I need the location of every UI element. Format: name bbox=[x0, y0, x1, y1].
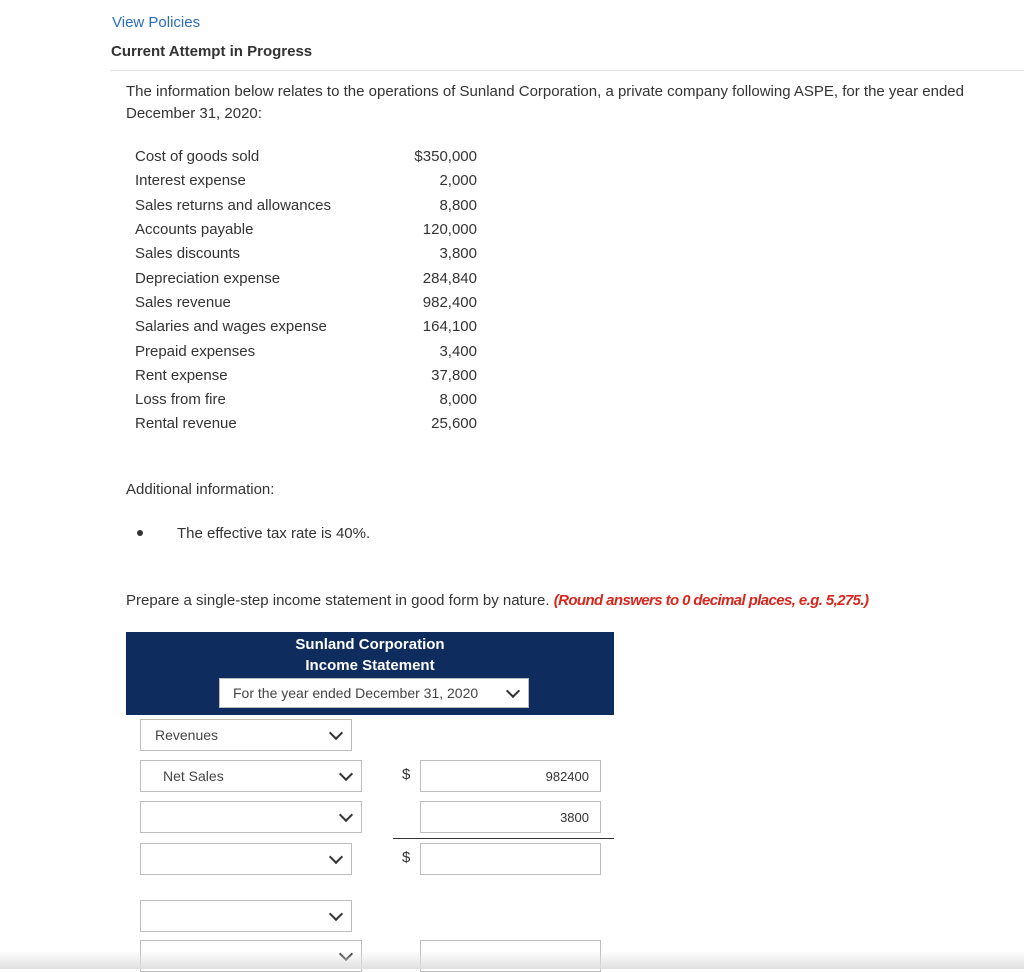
account-row bbox=[135, 388, 477, 412]
chevron-down-icon bbox=[329, 907, 343, 921]
statement-header bbox=[126, 632, 614, 715]
account-value: 164,100 bbox=[422, 318, 477, 336]
account-row bbox=[135, 169, 477, 193]
account-label: Salaries and wages expense bbox=[135, 318, 327, 336]
line-item-select-revenues[interactable] bbox=[140, 719, 352, 751]
account-label: Sales revenue bbox=[135, 293, 231, 311]
account-label: Accounts payable bbox=[135, 221, 254, 239]
amount-input-3[interactable] bbox=[420, 801, 601, 833]
select-value: Revenues bbox=[155, 727, 219, 743]
instruction-text bbox=[126, 592, 868, 609]
chevron-down-icon bbox=[339, 808, 353, 822]
account-row bbox=[135, 194, 477, 218]
tax-rate-note: The effective tax rate is 40%. bbox=[177, 525, 371, 542]
account-value: 8,000 bbox=[439, 391, 477, 409]
bottom-shadow bbox=[0, 951, 1024, 969]
account-label: Prepaid expenses bbox=[135, 342, 256, 360]
account-value: $350,000 bbox=[414, 148, 477, 166]
account-label: Rent expense bbox=[135, 366, 228, 384]
account-value: 2,000 bbox=[439, 172, 477, 190]
amount-value: 3800 bbox=[560, 810, 589, 825]
account-row bbox=[135, 242, 477, 266]
account-label: Interest expense bbox=[135, 172, 246, 190]
bullet-dot-icon bbox=[137, 530, 143, 536]
account-value: 284,840 bbox=[422, 269, 477, 287]
account-data-table bbox=[135, 145, 477, 437]
account-row bbox=[135, 291, 477, 315]
top-bar bbox=[110, 12, 1024, 71]
account-label: Cost of goods sold bbox=[135, 148, 260, 166]
period-select[interactable] bbox=[219, 678, 529, 708]
chevron-down-icon bbox=[506, 684, 520, 698]
dollar-sign: $ bbox=[402, 849, 411, 866]
line-item-select-3[interactable] bbox=[140, 801, 362, 833]
line-item-select-4[interactable] bbox=[140, 843, 352, 875]
account-row bbox=[135, 266, 477, 290]
company-name: Sunland Corporation bbox=[295, 636, 445, 653]
account-label: Rental revenue bbox=[135, 415, 237, 433]
attempt-status: Current Attempt in Progress bbox=[111, 43, 313, 60]
chevron-down-icon bbox=[329, 850, 343, 864]
chevron-down-icon bbox=[329, 726, 343, 740]
period-select-value: For the year ended December 31, 2020 bbox=[233, 685, 479, 701]
account-row bbox=[135, 218, 477, 242]
rounding-note: (Round answers to 0 decimal places, e.g. 5,275.) bbox=[553, 592, 869, 609]
account-value: 982,400 bbox=[422, 293, 477, 311]
account-value: 3,400 bbox=[439, 342, 477, 360]
additional-info-heading: Additional information: bbox=[126, 481, 275, 498]
account-row bbox=[135, 145, 477, 169]
amount-input-net-sales[interactable] bbox=[420, 760, 601, 792]
account-label: Sales returns and allowances bbox=[135, 196, 331, 214]
instruction-main: Prepare a single-step income statement in good form by nature. bbox=[126, 592, 550, 609]
account-label: Loss from fire bbox=[135, 391, 226, 409]
account-value: 8,800 bbox=[439, 196, 477, 214]
amount-value: 982400 bbox=[545, 769, 589, 784]
account-label: Sales discounts bbox=[135, 245, 241, 263]
account-value: 3,800 bbox=[439, 245, 477, 263]
account-value: 120,000 bbox=[422, 221, 477, 239]
select-value: Net Sales bbox=[163, 768, 224, 784]
account-label: Depreciation expense bbox=[135, 269, 281, 287]
chevron-down-icon bbox=[339, 767, 353, 781]
account-row bbox=[135, 339, 477, 363]
account-row bbox=[135, 412, 477, 436]
dollar-sign: $ bbox=[402, 766, 411, 783]
amount-input-4[interactable] bbox=[420, 843, 601, 875]
account-value: 37,800 bbox=[431, 366, 477, 384]
line-item-select-net-sales[interactable] bbox=[140, 760, 362, 792]
view-policies-link[interactable]: View Policies bbox=[112, 14, 201, 31]
question-intro: The information below relates to the operations of Sunland Corporation, a private company following ASPE, for the year ended December 31, 2020: bbox=[126, 83, 964, 122]
account-row bbox=[135, 315, 477, 339]
account-value: 25,600 bbox=[431, 415, 477, 433]
statement-title: Income Statement bbox=[305, 657, 435, 674]
line-item-select-5[interactable] bbox=[140, 900, 352, 932]
subtotal-rule bbox=[393, 838, 614, 839]
account-row bbox=[135, 364, 477, 388]
